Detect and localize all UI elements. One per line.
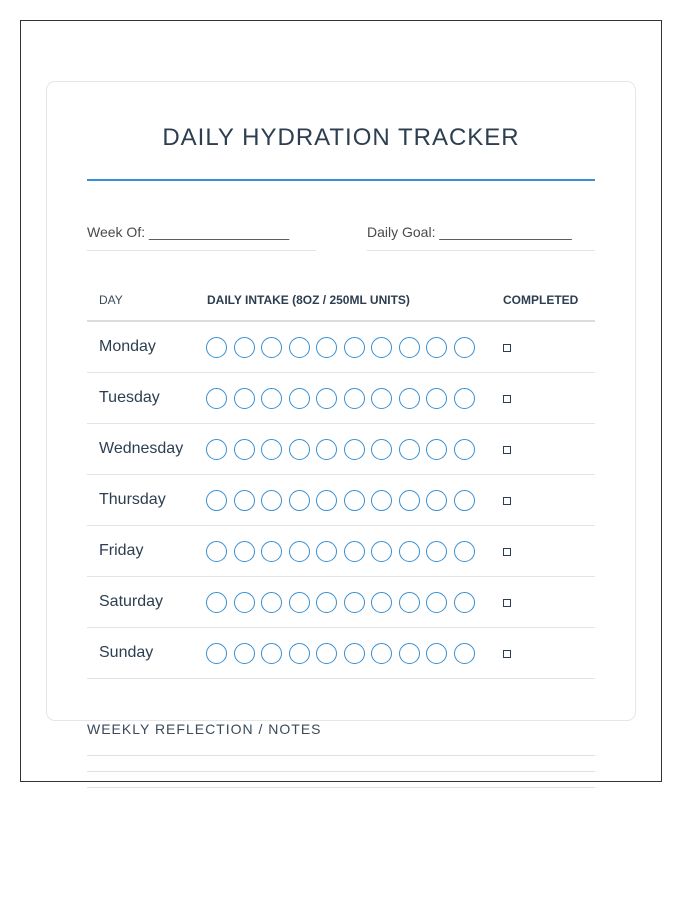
water-unit-circle-icon[interactable] — [234, 439, 255, 460]
water-unit-circle-icon[interactable] — [371, 439, 392, 460]
water-unit-circle-icon[interactable] — [344, 337, 365, 358]
water-unit-circle-icon[interactable] — [454, 337, 475, 358]
water-unit-circle-icon[interactable] — [316, 337, 337, 358]
notes-label: WEEKLY REFLECTION / NOTES — [87, 721, 322, 737]
completed-checkbox[interactable] — [503, 395, 511, 403]
water-unit-circle-icon[interactable] — [261, 388, 282, 409]
water-unit-circle-icon[interactable] — [289, 337, 310, 358]
water-unit-circle-icon[interactable] — [344, 541, 365, 562]
water-unit-circle-icon[interactable] — [234, 388, 255, 409]
water-unit-circle-icon[interactable] — [371, 388, 392, 409]
water-unit-circle-icon[interactable] — [454, 541, 475, 562]
water-unit-circle-icon[interactable] — [234, 592, 255, 613]
table-row — [87, 322, 595, 373]
day-label: Wednesday — [99, 440, 184, 457]
water-unit-circle-icon[interactable] — [454, 439, 475, 460]
water-unit-circle-icon[interactable] — [289, 541, 310, 562]
intake-circles — [206, 643, 481, 665]
note-line[interactable] — [87, 787, 595, 788]
table-row — [87, 424, 595, 475]
water-unit-circle-icon[interactable] — [344, 439, 365, 460]
intake-circles — [206, 337, 481, 359]
table-row — [87, 577, 595, 628]
water-unit-circle-icon[interactable] — [289, 592, 310, 613]
intake-circles — [206, 439, 481, 461]
header-completed: COMPLETED — [503, 293, 579, 307]
table-row — [87, 628, 595, 679]
header-day: DAY — [99, 293, 123, 307]
water-unit-circle-icon[interactable] — [316, 388, 337, 409]
note-line[interactable] — [87, 771, 595, 772]
water-unit-circle-icon[interactable] — [426, 643, 447, 664]
completed-checkbox[interactable] — [503, 650, 511, 658]
water-unit-circle-icon[interactable] — [399, 643, 420, 664]
page-title: DAILY HYDRATION TRACKER — [162, 124, 520, 151]
water-unit-circle-icon[interactable] — [371, 541, 392, 562]
week-of-field[interactable]: Week Of: __________________ — [87, 224, 290, 240]
water-unit-circle-icon[interactable] — [371, 337, 392, 358]
table-row — [87, 475, 595, 526]
water-unit-circle-icon[interactable] — [206, 388, 227, 409]
water-unit-circle-icon[interactable] — [261, 337, 282, 358]
day-label: Sunday — [99, 644, 154, 661]
water-unit-circle-icon[interactable] — [371, 643, 392, 664]
daily-goal-underline — [367, 250, 595, 251]
water-unit-circle-icon[interactable] — [426, 388, 447, 409]
water-unit-circle-icon[interactable] — [344, 490, 365, 511]
water-unit-circle-icon[interactable] — [399, 337, 420, 358]
water-unit-circle-icon[interactable] — [426, 439, 447, 460]
note-line[interactable] — [87, 755, 595, 756]
water-unit-circle-icon[interactable] — [206, 439, 227, 460]
water-unit-circle-icon[interactable] — [234, 490, 255, 511]
water-unit-circle-icon[interactable] — [261, 439, 282, 460]
day-label: Saturday — [99, 593, 164, 610]
water-unit-circle-icon[interactable] — [289, 490, 310, 511]
water-unit-circle-icon[interactable] — [316, 592, 337, 613]
water-unit-circle-icon[interactable] — [399, 592, 420, 613]
water-unit-circle-icon[interactable] — [399, 388, 420, 409]
water-unit-circle-icon[interactable] — [261, 643, 282, 664]
water-unit-circle-icon[interactable] — [261, 490, 282, 511]
water-unit-circle-icon[interactable] — [234, 643, 255, 664]
water-unit-circle-icon[interactable] — [454, 592, 475, 613]
title-divider — [87, 179, 595, 181]
water-unit-circle-icon[interactable] — [289, 388, 310, 409]
water-unit-circle-icon[interactable] — [426, 592, 447, 613]
water-unit-circle-icon[interactable] — [316, 541, 337, 562]
water-unit-circle-icon[interactable] — [399, 541, 420, 562]
water-unit-circle-icon[interactable] — [289, 439, 310, 460]
water-unit-circle-icon[interactable] — [426, 337, 447, 358]
water-unit-circle-icon[interactable] — [426, 490, 447, 511]
water-unit-circle-icon[interactable] — [261, 541, 282, 562]
intake-circles — [206, 592, 481, 614]
water-unit-circle-icon[interactable] — [316, 643, 337, 664]
day-label: Tuesday — [99, 389, 160, 406]
water-unit-circle-icon[interactable] — [399, 439, 420, 460]
completed-checkbox[interactable] — [503, 344, 511, 352]
water-unit-circle-icon[interactable] — [234, 337, 255, 358]
completed-checkbox[interactable] — [503, 446, 511, 454]
header-daily-intake: DAILY INTAKE (8OZ / 250ML UNITS) — [207, 293, 410, 307]
water-unit-circle-icon[interactable] — [454, 490, 475, 511]
day-label: Thursday — [99, 491, 166, 508]
intake-circles — [206, 541, 481, 563]
water-unit-circle-icon[interactable] — [454, 643, 475, 664]
water-unit-circle-icon[interactable] — [316, 490, 337, 511]
water-unit-circle-icon[interactable] — [206, 337, 227, 358]
completed-checkbox[interactable] — [503, 599, 511, 607]
day-label: Monday — [99, 338, 156, 355]
completed-checkbox[interactable] — [503, 497, 511, 505]
water-unit-circle-icon[interactable] — [371, 592, 392, 613]
water-unit-circle-icon[interactable] — [371, 490, 392, 511]
intake-circles — [206, 490, 481, 512]
water-unit-circle-icon[interactable] — [206, 490, 227, 511]
water-unit-circle-icon[interactable] — [289, 643, 310, 664]
completed-checkbox[interactable] — [503, 548, 511, 556]
day-label: Friday — [99, 542, 144, 559]
daily-goal-field[interactable]: Daily Goal: _________________ — [367, 224, 572, 240]
water-unit-circle-icon[interactable] — [454, 388, 475, 409]
week-of-underline — [87, 250, 316, 251]
table-row — [87, 526, 595, 577]
water-unit-circle-icon[interactable] — [426, 541, 447, 562]
water-unit-circle-icon[interactable] — [344, 388, 365, 409]
water-unit-circle-icon[interactable] — [206, 541, 227, 562]
intake-circles — [206, 388, 481, 410]
water-unit-circle-icon[interactable] — [234, 541, 255, 562]
water-unit-circle-icon[interactable] — [344, 592, 365, 613]
water-unit-circle-icon[interactable] — [316, 439, 337, 460]
water-unit-circle-icon[interactable] — [261, 592, 282, 613]
table-row — [87, 373, 595, 424]
water-unit-circle-icon[interactable] — [399, 490, 420, 511]
water-unit-circle-icon[interactable] — [206, 643, 227, 664]
water-unit-circle-icon[interactable] — [206, 592, 227, 613]
water-unit-circle-icon[interactable] — [344, 643, 365, 664]
